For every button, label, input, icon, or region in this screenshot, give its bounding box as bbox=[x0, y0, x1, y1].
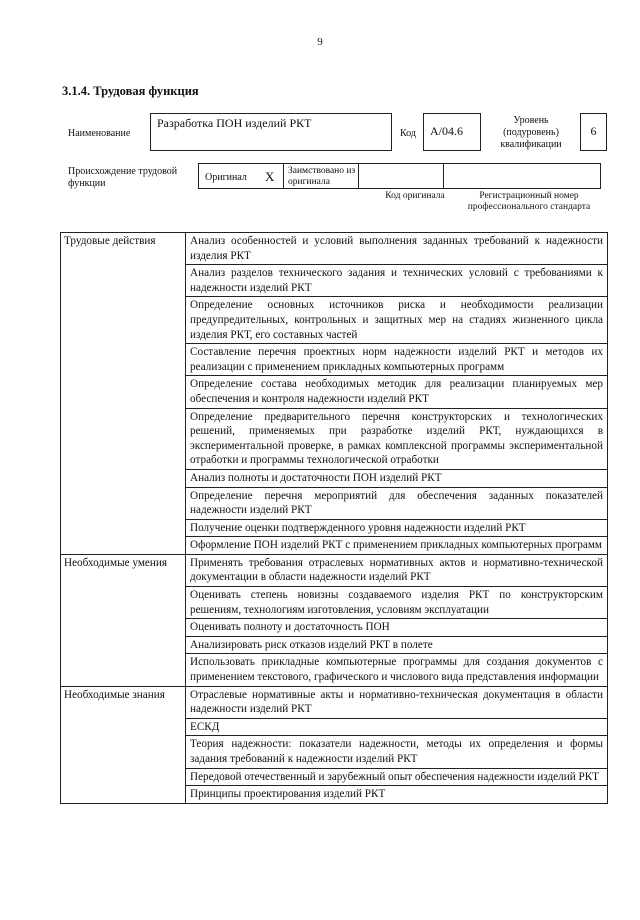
origin-code-cell bbox=[358, 163, 444, 189]
borrowed-cell bbox=[283, 163, 359, 189]
item-cell: Использовать прикладные компьютерные программы для создания документов с применением текстового, графического и числового вида представления информации bbox=[186, 654, 608, 686]
function-table bbox=[60, 232, 608, 804]
table-row bbox=[61, 554, 608, 586]
borrowed-label: Заимствовано из оригинала bbox=[288, 166, 356, 187]
category-cell: Необходимые знания bbox=[61, 686, 186, 803]
item-cell: Оформление ПОН изделий РКТ с применением прикладных компьютерных программ bbox=[186, 537, 608, 555]
original-mark: X bbox=[265, 169, 275, 184]
origin-reg-cell bbox=[443, 163, 601, 189]
item-cell: Составление перечня проектных норм надежности изделий РКТ и методов их реализации с применением прикладных компьютерных программ bbox=[186, 344, 608, 376]
item-cell: Теория надежности: показатели надежности, методы их определения и формы задания требований к надежности изделий РКТ bbox=[186, 736, 608, 768]
item-cell: Оценивать степень новизны создаваемого изделия РКТ по конструкторским решениям, технологиям изготовления, условиям эксплуатации bbox=[186, 587, 608, 619]
item-cell: Получение оценки подтвержденного уровня надежности изделий РКТ bbox=[186, 519, 608, 537]
item-cell: Передовой отечественный и зарубежный опыт обеспечения надежности изделий РКТ bbox=[186, 768, 608, 786]
original-cell bbox=[198, 163, 284, 189]
reg-caption: Регистрационный номер профессионального стандарта bbox=[467, 191, 591, 212]
item-cell: Оценивать полноту и достаточность ПОН bbox=[186, 619, 608, 637]
section-heading: 3.1.4. Трудовая функция bbox=[62, 84, 199, 98]
item-cell: Анализ особенностей и условий выполнения заданных требований к надежности изделия РКТ bbox=[186, 233, 608, 265]
name-value: Разработка ПОН изделий РКТ bbox=[157, 116, 312, 130]
item-cell: Определение состава необходимых методик для реализации планируемых мер обеспечения и контроля надежности изделий РКТ bbox=[186, 376, 608, 408]
name-label: Наименование bbox=[68, 128, 131, 139]
item-cell: Отраслевые нормативные акты и нормативно-техническая документация в области надежности изделий РКТ bbox=[186, 686, 608, 718]
item-cell: Применять требования отраслевых нормативных актов и нормативно-технической документации в области надежности изделий РКТ bbox=[186, 554, 608, 586]
code-label: Код bbox=[400, 128, 416, 139]
item-cell: Определение перечня мероприятий для обеспечения заданных показателей надежности изделий РКТ bbox=[186, 487, 608, 519]
origin-label: Происхождение трудовой функции bbox=[68, 166, 178, 189]
item-cell: Определение основных источников риска и необходимости реализации предупредительных, контрольных и защитных мер на стадиях жизненного цикла изделия РКТ, его составных частей bbox=[186, 297, 608, 344]
category-cell: Необходимые умения bbox=[61, 554, 186, 686]
category-cell: Трудовые действия bbox=[61, 233, 186, 555]
code-value: A/04.6 bbox=[430, 124, 463, 138]
original-label: Оригинал bbox=[205, 172, 247, 183]
table-row bbox=[61, 233, 608, 265]
level-value: 6 bbox=[590, 124, 597, 138]
item-cell: Анализ полноты и достаточности ПОН изделий РКТ bbox=[186, 469, 608, 487]
level-label: Уровень (подуровень) квалификации bbox=[500, 115, 562, 150]
page-number: 9 bbox=[317, 36, 323, 48]
item-cell: Принципы проектирования изделий РКТ bbox=[186, 786, 608, 804]
level-value-box bbox=[580, 113, 607, 151]
table-row bbox=[61, 686, 608, 718]
item-cell: Определение предварительного перечня конструкторских и технологических решений, применяемых при разработке изделий РКТ, нуждающихся в экспериментальной проверке, в рамках комплексной программы экспериментальной отработки и программы технологической отработки bbox=[186, 408, 608, 469]
item-cell: Анализ разделов технического задания и технических условий с требованиями к надежности изделий РКТ bbox=[186, 265, 608, 297]
item-cell: ЕСКД bbox=[186, 718, 608, 736]
name-value-box bbox=[150, 113, 392, 151]
origin-row bbox=[198, 163, 601, 189]
code-value-box bbox=[423, 113, 481, 151]
item-cell: Анализировать риск отказов изделий РКТ в полете bbox=[186, 636, 608, 654]
code-caption: Код оригинала bbox=[385, 191, 445, 201]
